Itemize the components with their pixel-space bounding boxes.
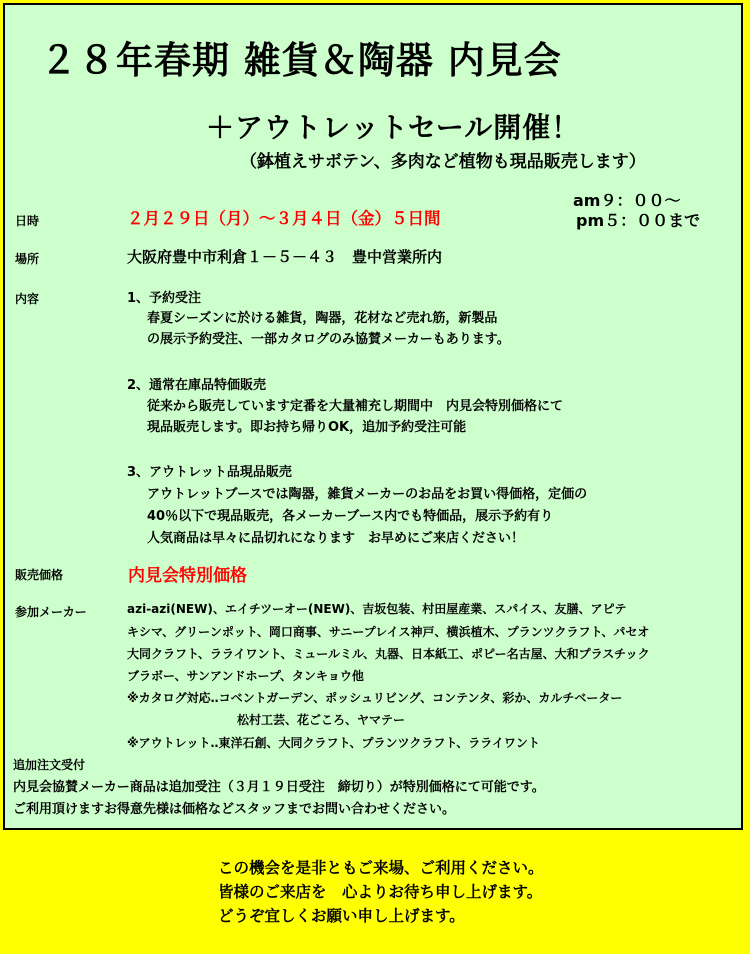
content-item-line: 人気商品は早々に品切れになります お早めにご来店ください！ bbox=[147, 531, 525, 546]
footer-line: どうぞ宜しくお願い申し上げます。 bbox=[218, 907, 465, 925]
flyer-title: ２８年春期 雑貨＆陶器 内見会 bbox=[40, 39, 562, 82]
location-label: 場所 bbox=[15, 252, 40, 266]
footer-line: 皆様のご来店を 心よりお待ち申し上げます。 bbox=[218, 883, 543, 901]
maker-line: ブラボー、サンアンドホープ、タンキョウ他 bbox=[127, 669, 364, 683]
location-address: 大阪府豊中市利倉１－５－４３ 豊中営業所内 bbox=[127, 248, 443, 266]
content-item-line: の展示予約受注、一部カタログのみ協賛メーカーもあります。 bbox=[147, 332, 510, 347]
maker-line: azi-azi(NEW)、エイチツーオー(NEW)、吉坂包装、村田屋産業、スパイス、友膳、アピテ bbox=[127, 602, 627, 616]
maker-line: 大同クラフト、ラライワント、ミュールミル、丸器、日本紙工、ポピー名古屋、大和プラスチック bbox=[127, 647, 650, 661]
content-item-line: 従来から販売しています定番を大量補充し期間中 内見会特別価格にて bbox=[147, 399, 564, 414]
additional-order-line: 内見会協賛メーカー商品は追加受注（３月１９日受注 締切り）が特別価格にて可能です。 bbox=[13, 780, 545, 795]
makers-label: 参加メーカー bbox=[15, 605, 87, 619]
content-item-heading: 1、予約受注 bbox=[127, 291, 202, 306]
plant-sale-note: （鉢植えサボテン、多肉など植物も現品販売します） bbox=[240, 152, 646, 172]
additional-order-label: 追加注文受付 bbox=[13, 758, 86, 772]
content-item-line: 40％以下で現品販売，各メーカーブース内でも特価品，展示予約有り bbox=[147, 509, 554, 524]
maker-line: キシマ、グリーンポット、岡口商事、サニープレイス神戸、横浜植木、プランツクラフト、パセオ bbox=[127, 625, 650, 639]
content-item-line: 春夏シーズンに於ける雑貨，陶器，花材など売れ筋，新製品 bbox=[147, 311, 498, 326]
content-item-heading: 3、アウトレット品現品販売 bbox=[127, 465, 292, 480]
schedule-time-start: am９：００～ bbox=[573, 191, 681, 210]
schedule-label: 日時 bbox=[15, 214, 40, 228]
additional-order-line: ご利用頂けますお得意先様は価格などスタッフまでお問い合わせください。 bbox=[13, 802, 456, 817]
content-item-heading: 2、通常在庫品特価販売 bbox=[127, 378, 267, 393]
content-item-line: アウトレットブースでは陶器，雑貨メーカーのお品をお買い得価格，定価の bbox=[147, 487, 588, 502]
price-label: 販売価格 bbox=[15, 568, 64, 582]
maker-line: ※カタログ対応‥コベントガーデン、ポッシュリビング、コンテンタ、彩か、カルチベーター bbox=[127, 691, 623, 705]
schedule-date: ２月２９日（月）～３月４日（金）５日間 bbox=[127, 209, 441, 228]
price-value: 内見会特別価格 bbox=[128, 566, 247, 586]
maker-line: 松村工芸、花ごころ、ヤマテー bbox=[237, 713, 406, 727]
content-label: 内容 bbox=[15, 292, 40, 306]
schedule-time-end: pm５：００まで bbox=[576, 211, 701, 230]
maker-line: ※アウトレット‥東洋石創、大同クラフト、プランツクラフト、ラライワント bbox=[127, 736, 540, 750]
footer-line: この機会を是非ともご来場、ご利用ください。 bbox=[218, 859, 544, 877]
content-item-line: 現品販売します。即お持ち帰りOK，追加予約受注可能 bbox=[147, 420, 467, 435]
flyer-subtitle: ＋アウトレットセール開催！ bbox=[206, 111, 581, 144]
